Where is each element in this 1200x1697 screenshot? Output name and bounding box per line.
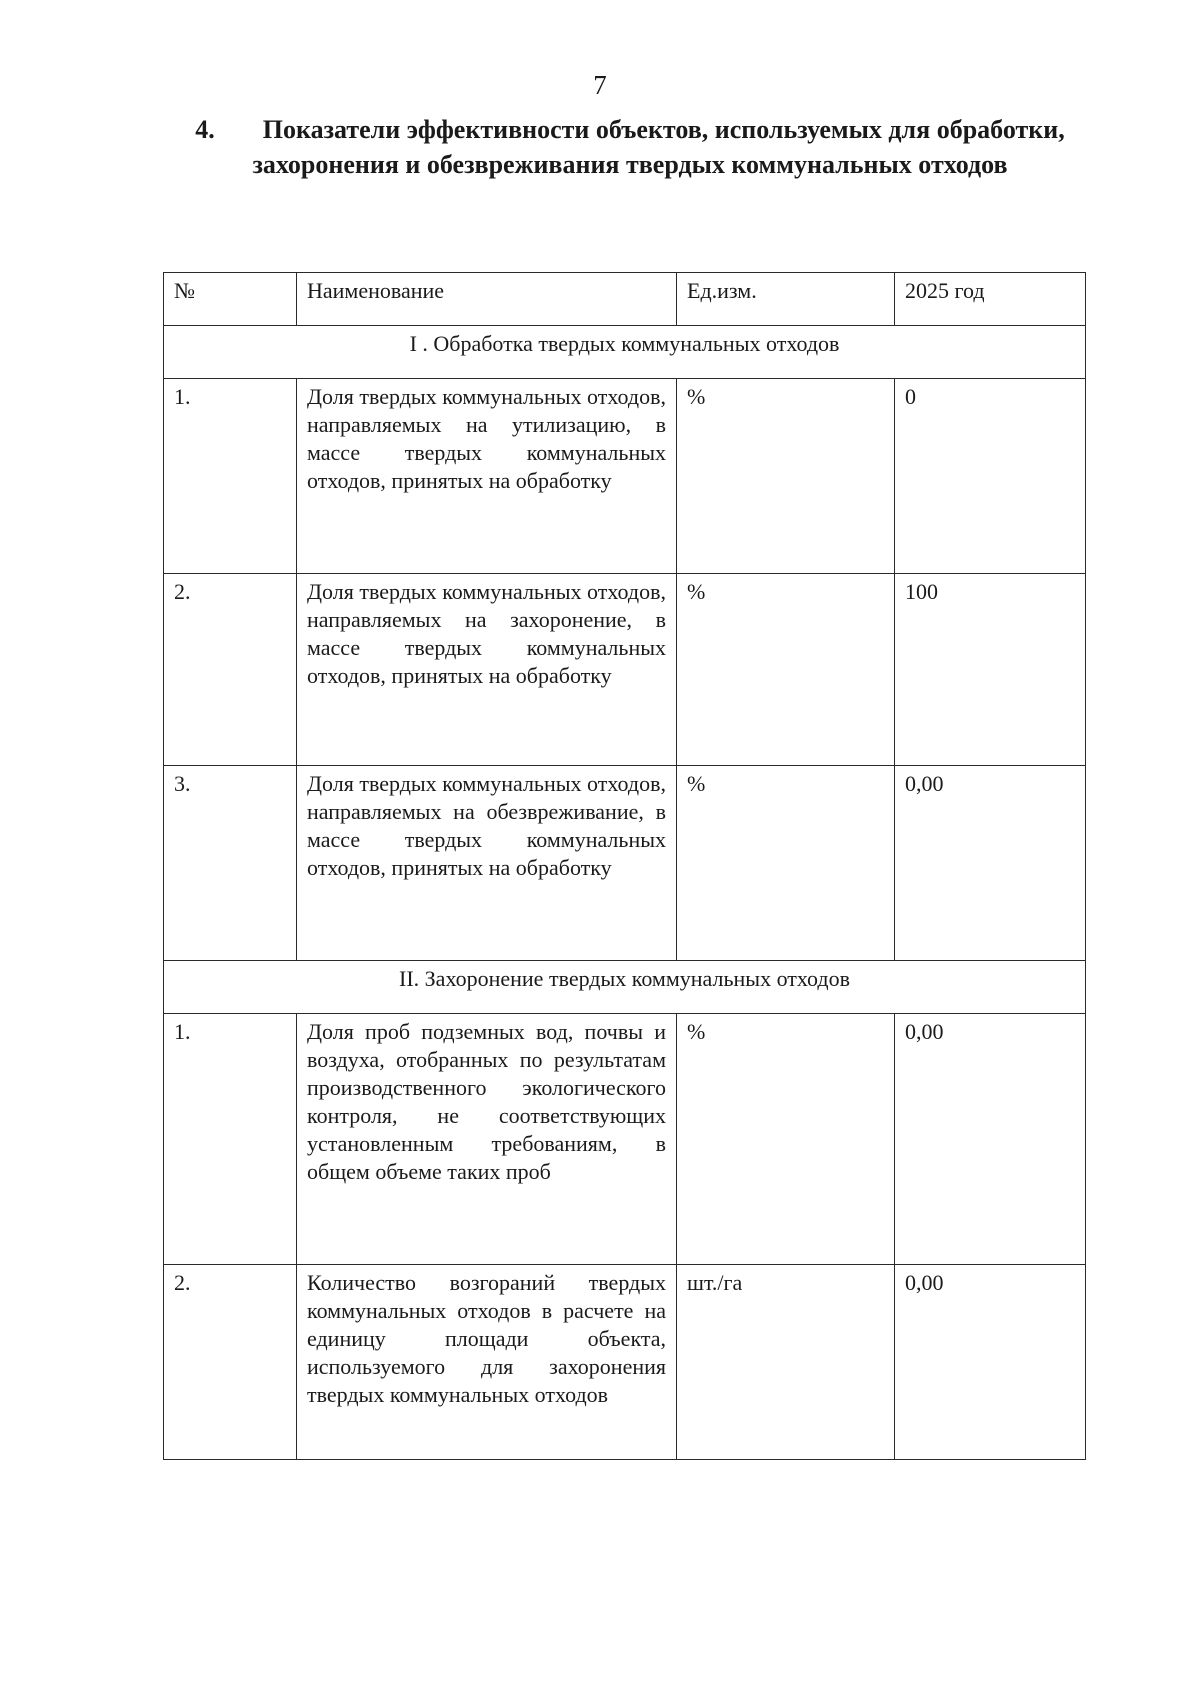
row-unit: %: [677, 574, 895, 766]
row-name: Доля твердых коммунальных отходов, направляемых на обезвреживание, в массе твердых коммунальных отходов, принятых на обработку: [297, 766, 677, 961]
row-name: Доля твердых коммунальных отходов, направляемых на захоронение, в массе твердых коммунальных отходов, принятых на обработку: [297, 574, 677, 766]
table-row: [164, 379, 1086, 574]
section-heading: [180, 112, 1080, 182]
header-year: 2025 год: [895, 273, 1086, 326]
table-header-row: [164, 273, 1086, 326]
table-row: [164, 574, 1086, 766]
row-unit: %: [677, 379, 895, 574]
table-row: [164, 1014, 1086, 1265]
row-value: 0,00: [895, 766, 1086, 961]
row-value: 100: [895, 574, 1086, 766]
section-title: I . Обработка твердых коммунальных отходов: [164, 326, 1086, 379]
table-row: [164, 766, 1086, 961]
row-name: Доля проб подземных вод, почвы и воздуха, отобранных по результатам производственного экологического контроля, не соответствующих установленным требованиям, в общем объеме таких проб: [297, 1014, 677, 1265]
row-num: 2.: [164, 1265, 297, 1460]
section-row-landfill: [164, 961, 1086, 1014]
row-unit: %: [677, 766, 895, 961]
header-name: Наименование: [297, 273, 677, 326]
row-value: 0,00: [895, 1014, 1086, 1265]
row-unit: %: [677, 1014, 895, 1265]
row-num: 1.: [164, 1014, 297, 1265]
row-num: 2.: [164, 574, 297, 766]
section-title: II. Захоронение твердых коммунальных отходов: [164, 961, 1086, 1014]
row-value: 0,00: [895, 1265, 1086, 1460]
row-num: 1.: [164, 379, 297, 574]
indicators-table: [163, 272, 1086, 1460]
row-num: 3.: [164, 766, 297, 961]
section-heading-text: Показатели эффективности объектов, используемых для обработки, захоронения и обезвреживания твердых коммунальных отходов: [252, 115, 1065, 179]
section-heading-number: 4.: [195, 115, 215, 144]
header-num: №: [164, 273, 297, 326]
table-row: [164, 1265, 1086, 1460]
row-unit: шт./га: [677, 1265, 895, 1460]
row-name: Доля твердых коммунальных отходов, направляемых на утилизацию, в массе твердых коммунальных отходов, принятых на обработку: [297, 379, 677, 574]
header-unit: Ед.изм.: [677, 273, 895, 326]
page-number: 7: [593, 70, 607, 100]
row-value: 0: [895, 379, 1086, 574]
section-row-processing: [164, 326, 1086, 379]
row-name: Количество возгораний твердых коммунальных отходов в расчете на единицу площади объекта, используемого для захоронения твердых коммунальных отходов: [297, 1265, 677, 1460]
